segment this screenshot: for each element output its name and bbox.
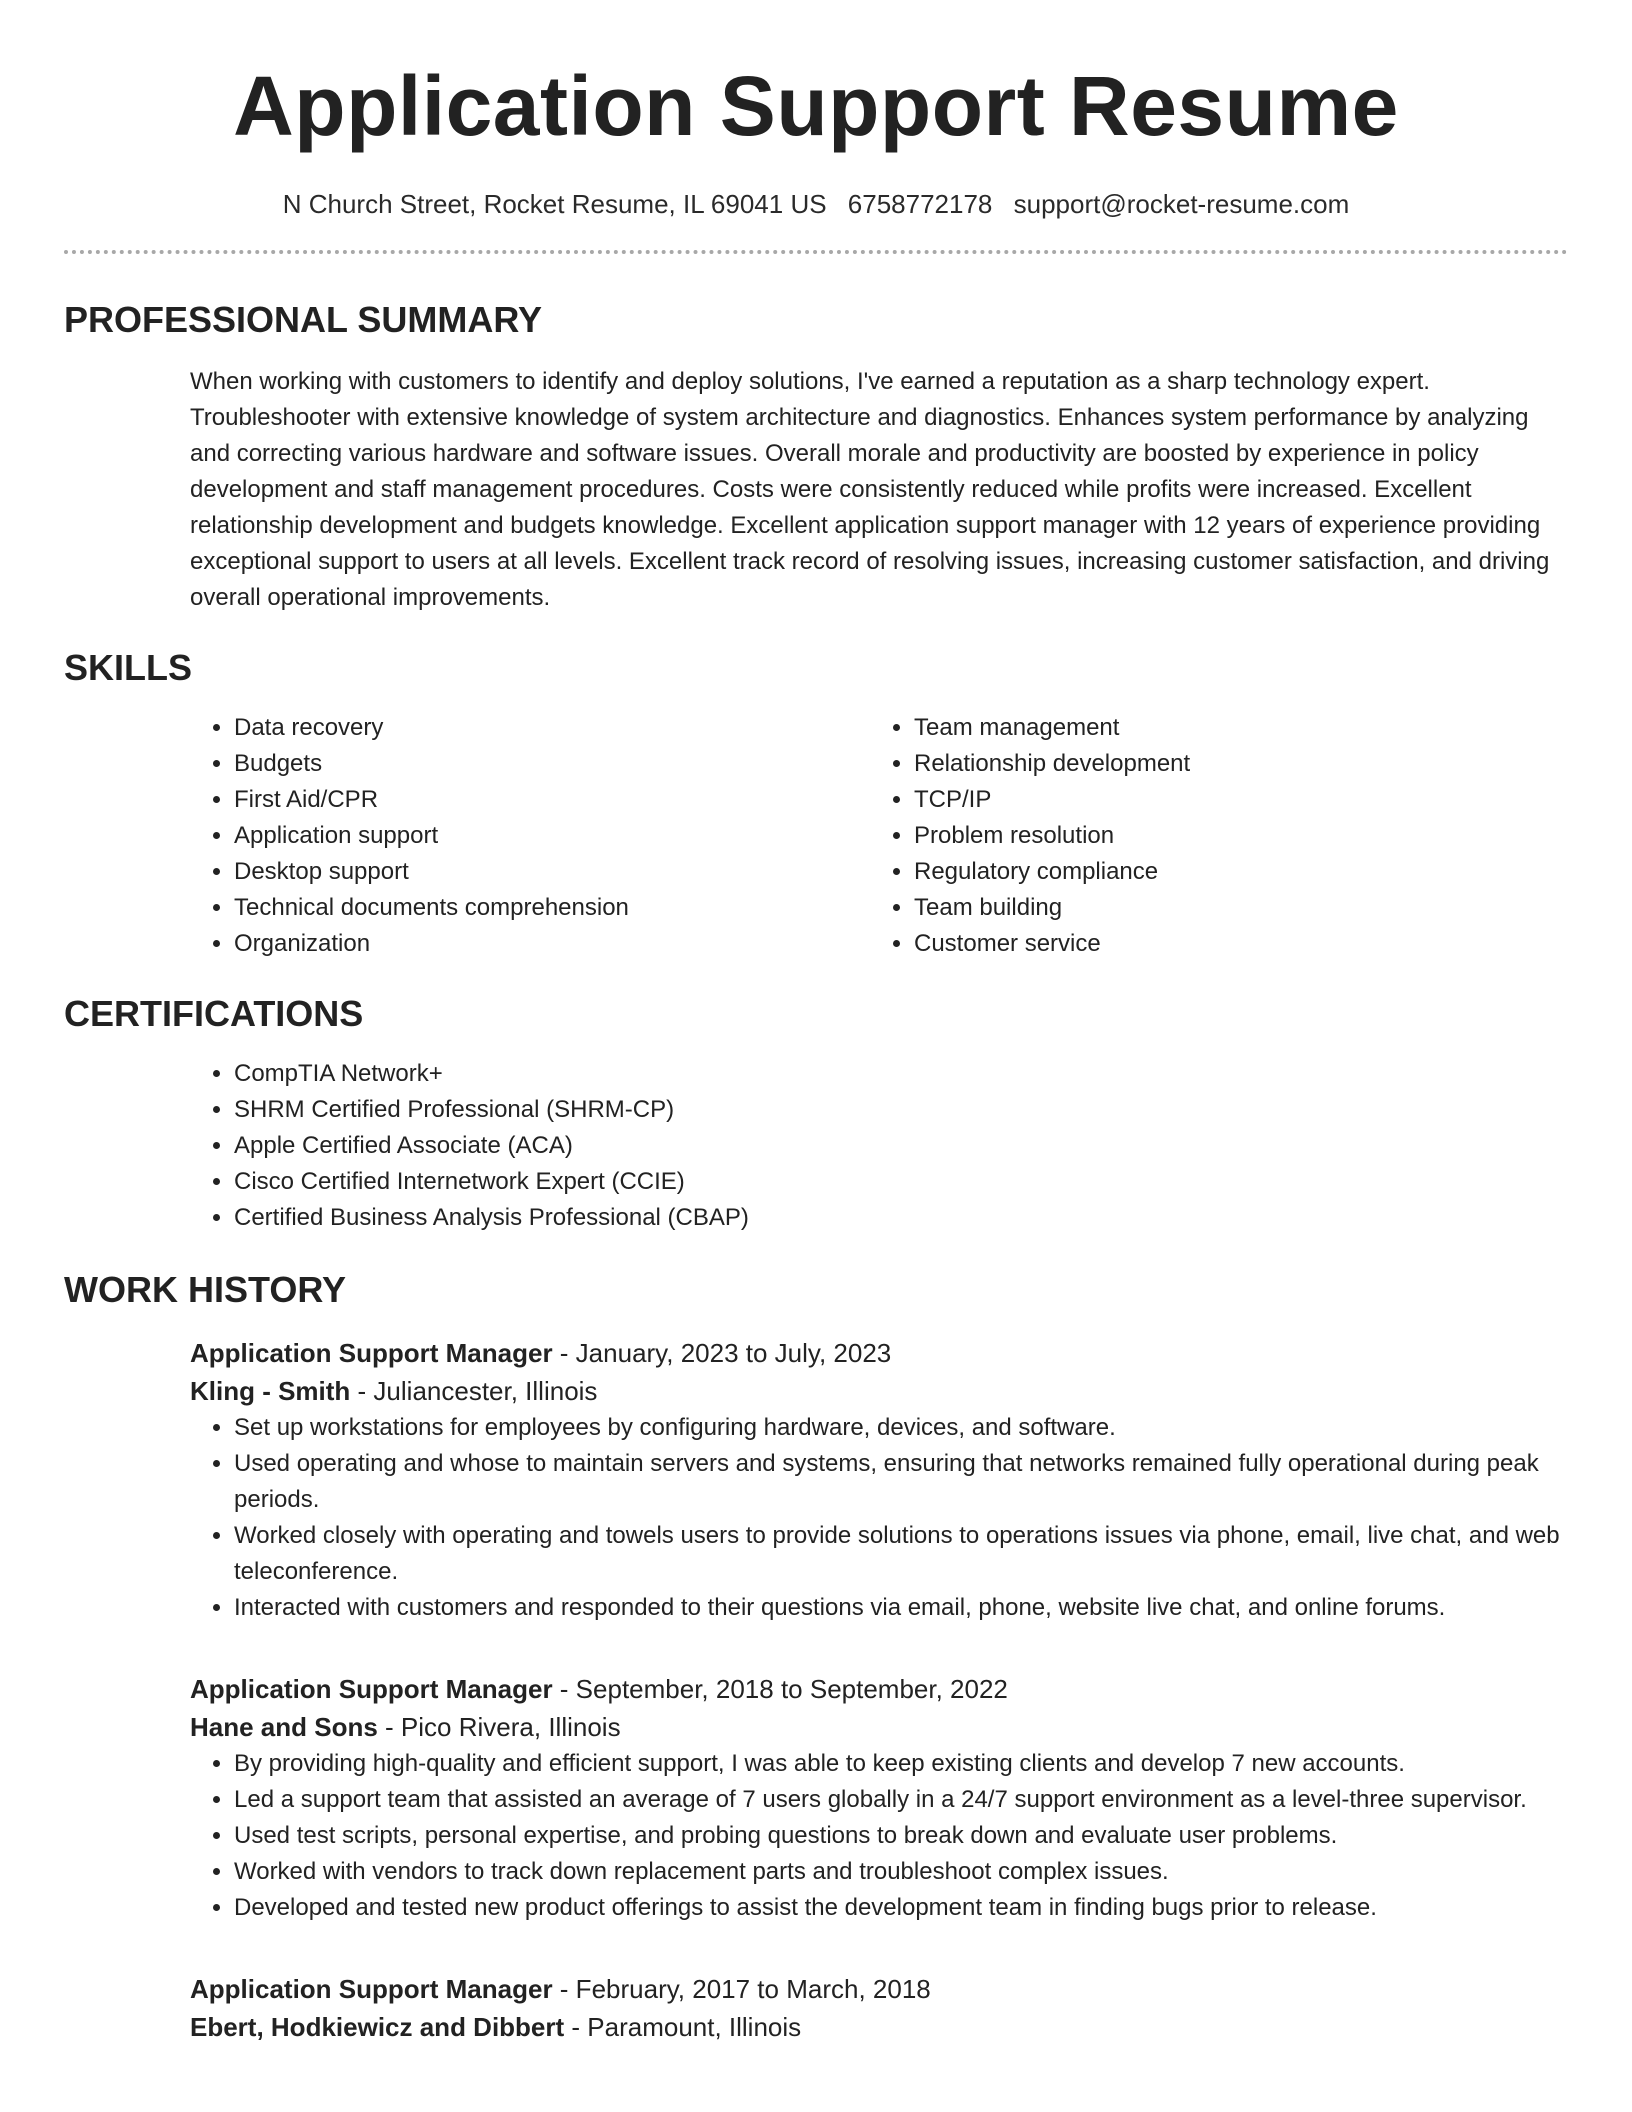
skill-item: • Relationship development: [914, 746, 1550, 782]
skill-item: • Problem resolution: [914, 818, 1550, 854]
job-entry: [190, 1670, 1568, 1926]
job-bullet: • Worked closely with operating and towels users to provide solutions to operations issues via phone, email, live chat, and web teleconference.: [234, 1518, 1568, 1590]
page-title: Application Support Resume: [233, 59, 1399, 153]
skills-grid: [190, 710, 1568, 962]
skill-item: • Team management: [914, 710, 1550, 746]
job-bullet: • Led a support team that assisted an average of 7 users globally in a 24/7 support environment as a level-three supervisor.: [234, 1782, 1568, 1818]
certification-item: • Cisco Certified Internetwork Expert (CCIE): [234, 1164, 1568, 1200]
job-bullet: • Used test scripts, personal expertise, and probing questions to break down and evaluate user problems.: [234, 1818, 1568, 1854]
contact-address: N Church Street, Rocket Resume, IL 69041 US: [282, 189, 827, 219]
skills-list-left: [190, 710, 870, 962]
contact-phone: 6758772178: [847, 189, 993, 219]
job-company-line: [190, 1708, 1568, 1746]
certifications-section: [64, 992, 1568, 1236]
contact-line: [64, 188, 1568, 220]
job-company: Ebert, Hodkiewicz and Dibbert: [190, 2012, 565, 2042]
job-role: Application Support Manager: [190, 1338, 553, 1368]
job-company-line: [190, 2008, 1568, 2046]
certifications-heading: CERTIFICATIONS: [64, 993, 364, 1034]
certification-item: • Apple Certified Associate (ACA): [234, 1128, 1568, 1164]
job-bullet-list: [190, 1410, 1568, 1626]
work-history-heading: WORK HISTORY: [64, 1269, 347, 1310]
job-entry: [190, 1334, 1568, 1626]
certification-item: • SHRM Certified Professional (SHRM-CP): [234, 1092, 1568, 1128]
certification-item: • CompTIA Network+: [234, 1056, 1568, 1092]
job-title-line: [190, 1334, 1568, 1372]
certifications-list: [190, 1056, 1568, 1236]
job-entry: [190, 1970, 1568, 2046]
job-bullet: • Worked with vendors to track down replacement parts and troubleshoot complex issues.: [234, 1854, 1568, 1890]
job-company-line: [190, 1372, 1568, 1410]
job-bullet: • Developed and tested new product offerings to assist the development team in finding bugs prior to release.: [234, 1890, 1568, 1926]
job-bullet-list: [190, 1746, 1568, 1926]
job-title-line: [190, 1670, 1568, 1708]
job-company: Kling - Smith: [190, 1376, 351, 1406]
skills-section: [64, 646, 1568, 962]
skill-item: • Organization: [234, 926, 870, 962]
job-bullet: • Set up workstations for employees by configuring hardware, devices, and software.: [234, 1410, 1568, 1446]
skill-item: • Regulatory compliance: [914, 854, 1550, 890]
job-bullet: • Used operating and whose to maintain servers and systems, ensuring that networks remained fully operational during peak periods.: [234, 1446, 1568, 1518]
skills-list-right: [870, 710, 1550, 962]
job-location: - Juliancester, Illinois: [350, 1376, 598, 1406]
skill-item: • Budgets: [234, 746, 870, 782]
certification-item: • Certified Business Analysis Professional (CBAP): [234, 1200, 1568, 1236]
summary-body: [190, 364, 1568, 616]
summary-section: [64, 298, 1568, 616]
skill-item: • TCP/IP: [914, 782, 1550, 818]
header-divider: [64, 250, 1568, 254]
contact-email: support@rocket-resume.com: [1013, 189, 1350, 219]
work-history-section: [64, 1268, 1568, 2046]
job-dates: - February, 2017 to March, 2018: [552, 1974, 931, 2004]
skill-item: • Technical documents comprehension: [234, 890, 870, 926]
skill-item: • Desktop support: [234, 854, 870, 890]
job-company: Hane and Sons: [190, 1712, 378, 1742]
job-role: Application Support Manager: [190, 1974, 553, 2004]
skill-item: • Customer service: [914, 926, 1550, 962]
resume-header: [64, 0, 1568, 220]
job-bullet: • Interacted with customers and responded to their questions via email, phone, website live chat, and online forums.: [234, 1590, 1568, 1626]
summary-text: When working with customers to identify and deploy solutions, I've earned a reputation as a sharp technology expert. Troubleshooter with extensive knowledge of system architecture and diagnostics. Enhances system performance by analyzing and correcting various hardware and software issues. Overall morale and productivity are boosted by experience in policy development and staff management procedures. Costs were consistently reduced while profits were increased. Excellent relationship development and budgets knowledge. Excellent application support manager with 12 years of experience providing exceptional support to users at all levels. Excellent track record of resolving issues, increasing customer satisfaction, and driving overall operational improvements.: [190, 368, 1550, 611]
certifications-body: [190, 1056, 1568, 1236]
job-bullet: • By providing high-quality and efficient support, I was able to keep existing clients and develop 7 new accounts.: [234, 1746, 1568, 1782]
job-location: - Pico Rivera, Illinois: [377, 1712, 621, 1742]
summary-heading: PROFESSIONAL SUMMARY: [64, 299, 543, 340]
skill-item: • Data recovery: [234, 710, 870, 746]
skills-heading: SKILLS: [64, 647, 193, 688]
skill-item: • First Aid/CPR: [234, 782, 870, 818]
job-location: - Paramount, Illinois: [564, 2012, 802, 2042]
job-title-line: [190, 1970, 1568, 2008]
skill-item: • Team building: [914, 890, 1550, 926]
job-dates: - September, 2018 to September, 2022: [552, 1674, 1008, 1704]
job-role: Application Support Manager: [190, 1674, 553, 1704]
job-dates: - January, 2023 to July, 2023: [552, 1338, 892, 1368]
skill-item: • Application support: [234, 818, 870, 854]
